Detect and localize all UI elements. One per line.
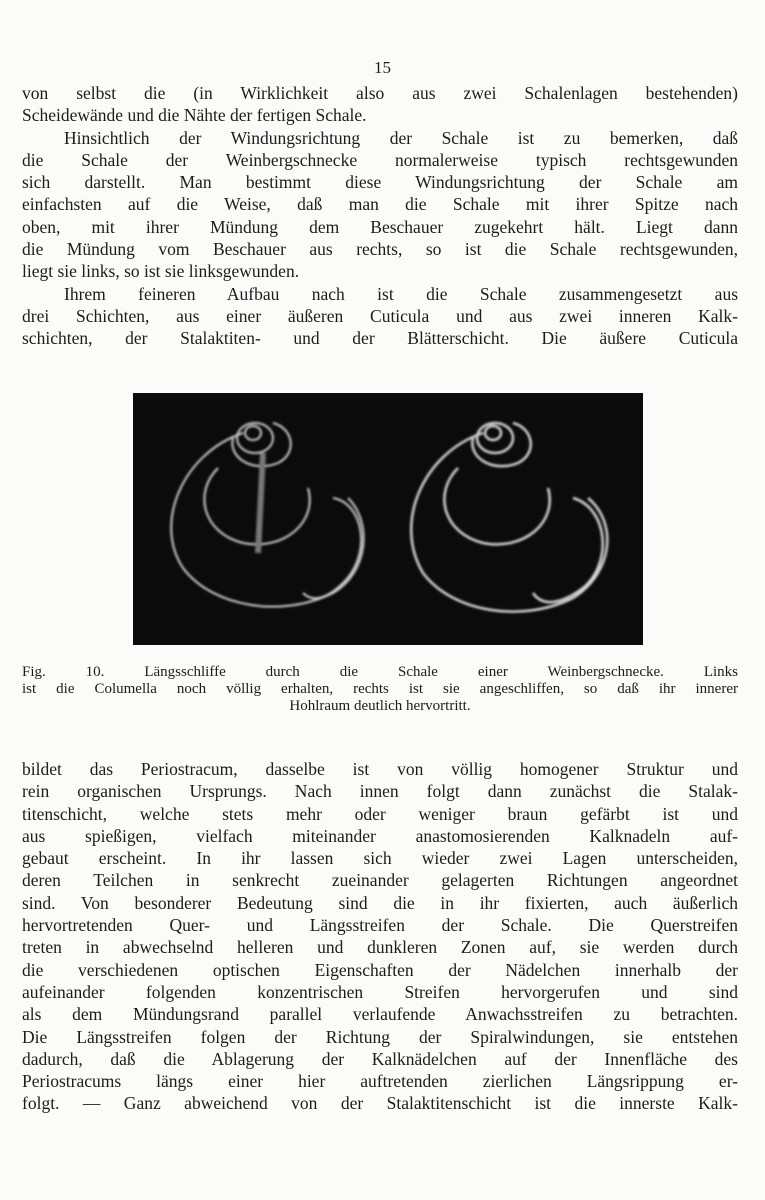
text-line: oben, mit ihrer Mündung dem Beschauer zugekehrt hält. Liegt dann [22,216,738,237]
text-line: die Schale der Weinbergschnecke normalerweise typisch rechtsgewunden [22,149,738,170]
text-line: als dem Mündungsrand parallel verlaufende Anwachsstreifen zu betrachten. [22,1004,738,1025]
text-line: bildet das Periostracum, dasselbe ist von völlig homogener Struktur und [22,759,738,779]
text-line: Die Längsstreifen folgen der Richtung der Spiralwindungen, sie entstehen [22,1026,738,1047]
shell-cross-section-photo [133,393,643,645]
right-shell [411,423,607,612]
text-line: hervortretenden Quer- und Längsstreifen der Schale. Die Querstreifen [22,915,738,936]
text-line: aufeinander folgenden konzentrischen Streifen hervorgerufen und sind [22,981,738,1002]
text-line: die Mündung vom Beschauer aus rechts, so ist die Schale rechtsgewunden, [22,239,738,260]
text-line: von selbst die (in Wirklichkeit also aus zwei Schalenlagen bestehenden) [22,83,738,103]
text-line: rein organischen Ursprungs. Nach innen folgt dann zunächst die Stalak- [22,781,738,802]
text-line: Periostracums längs einer hier auftretenden zierlichen Längsrippung er- [22,1071,738,1092]
text-line: Hohlraum deutlich hervortritt. [289,698,471,714]
text-line: liegt sie links, so ist sie linksgewunden. [22,261,300,282]
text-line: die verschiedenen optischen Eigenschaften der Nädelchen innerhalb der [22,959,738,980]
bottom-text-block [22,758,738,1115]
top-text-block [22,82,738,350]
page-number: 15 [374,58,391,77]
text-line: Hinsichtlich der Windungsrichtung der Schale ist zu bemerken, daß [64,127,738,148]
text-line: aus spießigen, vielfach miteinander anastomosierenden Kalknadeln auf- [22,825,738,846]
text-line: treten in abwechselnd helleren und dunkleren Zonen auf, sie werden durch [22,937,738,958]
text-line: ist die Columella noch völlig erhalten, rechts ist sie angeschliffen, so daß ihr innerer [22,681,738,697]
text-line: titenschicht, welche stets mehr oder weniger braun gefärbt ist und [22,803,738,824]
text-line: einfachsten auf die Weise, daß man die Schale mit ihrer Spitze nach [22,194,738,215]
figure-caption [22,664,738,715]
text-line: schichten, der Stalaktiten- und der Blätterschicht. Die äußere Cuticula [22,328,738,349]
text-line: Fig. 10. Längsschliffe durch die Schale einer Weinbergschnecke. Links [22,664,738,680]
text-line: sich darstellt. Man bestimmt diese Windungsrichtung der Schale am [22,172,738,193]
text-line: deren Teilchen in senkrecht zueinander gelagerten Richtungen angeordnet [22,870,738,891]
left-shell [171,423,363,607]
text-line: sind. Von besonderer Bedeutung sind die in ihr fixierten, auch äußerlich [22,892,738,913]
text-line: Scheidewände und die Nähte der fertigen Schale. [22,105,367,126]
text-line: folgt. — Ganz abweichend von der Stalaktitenschicht ist die innerste Kalk- [22,1093,738,1114]
text-line: gebaut erscheint. In ihr lassen sich wieder zwei Lagen unterscheiden, [22,848,738,869]
text-line: drei Schichten, aus einer äußeren Cuticula und aus zwei inneren Kalk- [22,305,738,326]
text-line: Ihrem feineren Aufbau nach ist die Schale zusammengesetzt aus [64,283,738,304]
figure-shell-sections [133,393,643,645]
text-line: dadurch, daß die Ablagerung der Kalknädelchen auf der Innenfläche des [22,1048,738,1069]
